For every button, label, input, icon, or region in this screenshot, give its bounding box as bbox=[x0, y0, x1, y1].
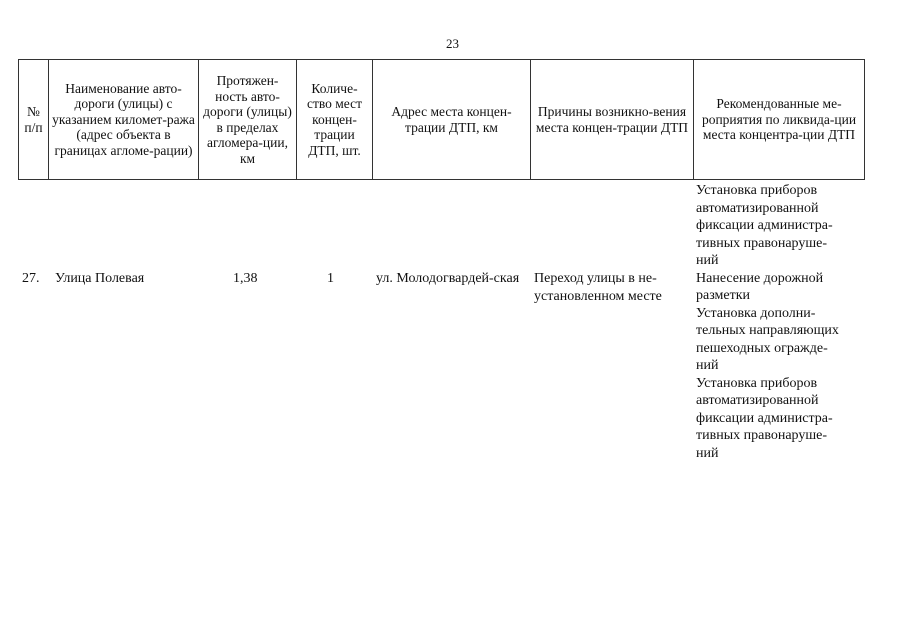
page-number: 23 bbox=[446, 36, 459, 51]
row-measures bbox=[696, 182, 886, 462]
measure-line: пешеходных огражде- bbox=[696, 340, 828, 356]
measure-line: Установка приборов bbox=[696, 183, 818, 198]
header-length: Протяжен-ность авто-дороги (улицы) в пределах агломера-ции, км bbox=[199, 60, 297, 180]
row-length: 1,38 bbox=[233, 271, 258, 286]
measure-line: ний bbox=[696, 358, 719, 373]
header-count: Количе-ство мест концен-трации ДТП, шт. bbox=[297, 60, 373, 180]
measure-line: ний bbox=[696, 253, 719, 268]
measure-line: разметки bbox=[696, 288, 751, 303]
row-reason: Переход улицы в не-установленном месте bbox=[534, 271, 662, 304]
row-road-name: Улица Полевая bbox=[55, 271, 145, 286]
measure-line: Установка дополни- bbox=[696, 305, 816, 321]
measure-line: фиксации администра- bbox=[696, 218, 833, 233]
measure-line: автоматизированной bbox=[696, 393, 819, 408]
measure-line: фиксации администра- bbox=[696, 410, 833, 426]
measure-line: автоматизированной bbox=[696, 200, 819, 216]
measure-line: Установка приборов bbox=[696, 375, 818, 391]
row-count: 1 bbox=[327, 271, 334, 286]
header-num: № п/п bbox=[19, 60, 49, 180]
measure-line: тельных направляющих bbox=[696, 323, 839, 338]
measure-line: Нанесение дорожной bbox=[696, 270, 824, 286]
header-reason: Причины возникно-вения места концен-трации ДТП bbox=[531, 60, 694, 180]
measure-line: тивных правонаруше- bbox=[696, 428, 828, 443]
header-road-name: Наименование авто-дороги (улицы) с указанием километ-ража (адрес объекта в границах агломе-рации) bbox=[49, 60, 199, 180]
measure-line: ний bbox=[696, 445, 719, 461]
header-measures: Рекомендованные ме-роприятия по ликвида-ции места концентра-ции ДТП bbox=[694, 60, 865, 180]
row-number: 27. bbox=[22, 271, 40, 286]
row-address: ул. Молодогвардей-ская bbox=[376, 271, 520, 286]
header-address: Адрес места концен-трации ДТП, км bbox=[373, 60, 531, 180]
table-header bbox=[18, 59, 865, 180]
measure-line: тивных правонаруше- bbox=[696, 235, 828, 251]
